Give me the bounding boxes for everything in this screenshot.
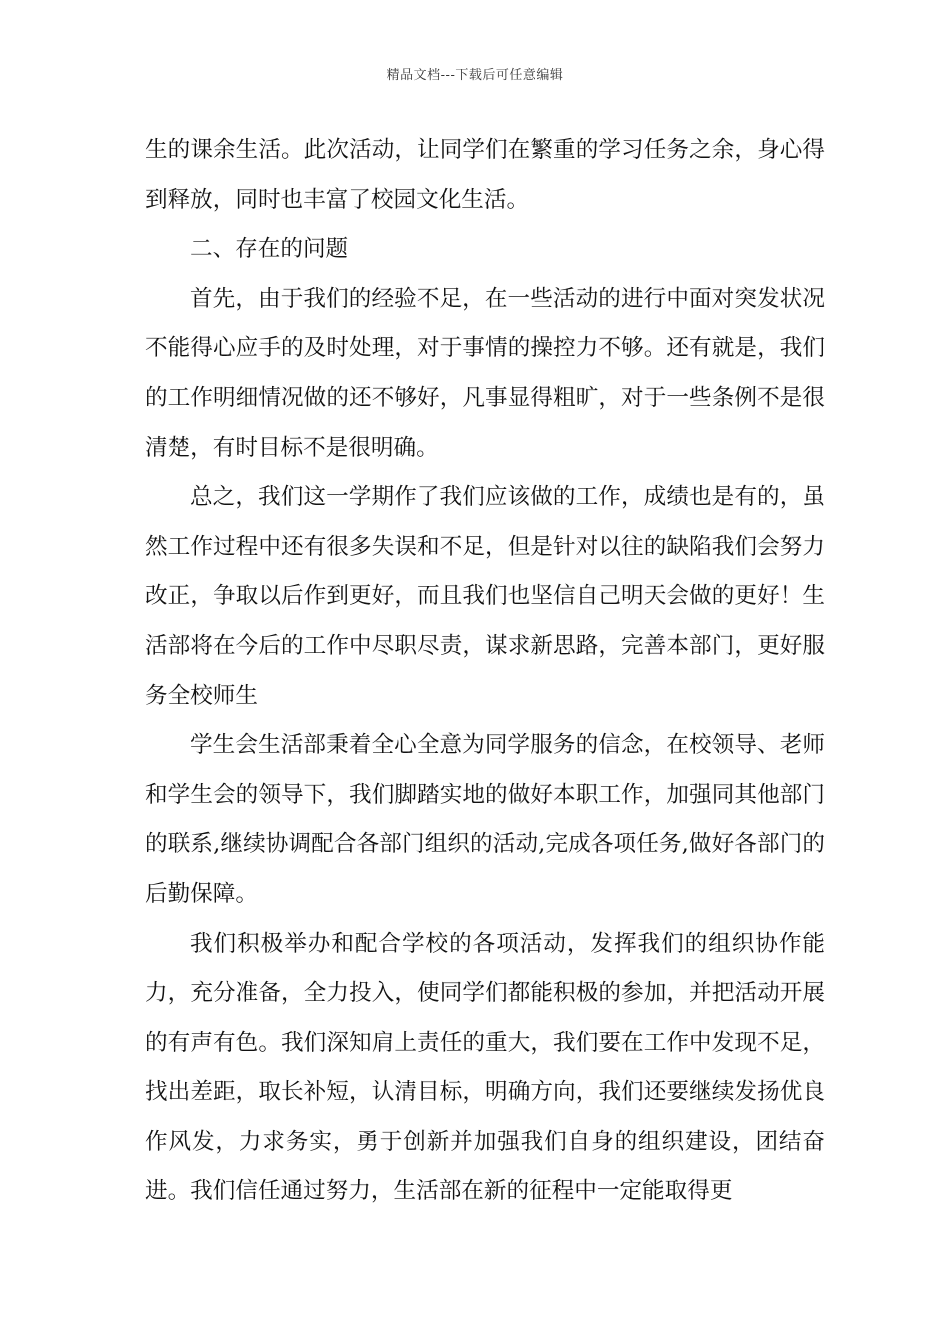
paragraph-problems: 首先，由于我们的经验不足，在一些活动的进行中面对突发状况不能得心应手的及时处理，对于事情的操控力不够。还有就是，我们的工作明细情况做的还不够好，凡事显得粗旷，对于一些条例不是很清楚，有时目标不是很明确。 bbox=[145, 285, 825, 461]
paragraph-summary: 总之，我们这一学期作了我们应该做的工作，成绩也是有的，虽然工作过程中还有很多失误和不足，但是针对以往的缺陷我们会努力改正，争取以后作到更好，而且我们也坚信自己明天会做的更好！生活部将在今后的工作中尽职尽责，谋求新思路，完善本部门，更好服务全校师生 bbox=[145, 484, 825, 709]
section-heading-problems: 二、存在的问题 bbox=[190, 236, 349, 263]
document-body bbox=[145, 126, 825, 1217]
page-header: 精品文档---下载后可任意编辑 bbox=[386, 68, 564, 83]
paragraph-activities: 我们积极举办和配合学校的各项活动，发挥我们的组织协作能力，充分准备，全力投入，使同学们都能积极的参加，并把活动开展的有声有色。我们深知肩上责任的重大，我们要在工作中发现不足，找出差距，取长补短，认清目标，明确方向，我们还要继续发扬优良作风发，力求务实，勇于创新并加强我们自身的组织建设，团结奋进。我们信任通过努力，生活部在新的征程中一定能取得更 bbox=[145, 930, 825, 1205]
paragraph-mission: 学生会生活部秉着全心全意为同学服务的信念，在校领导、老师和学生会的领导下，我们脚踏实地的做好本职工作，加强同其他部门的联系,继续协调配合各部门组织的活动,完成各项任务,做好各部门的后勤保障。 bbox=[145, 732, 825, 907]
paragraph-continuation: 生的课余生活。此次活动，让同学们在繁重的学习任务之余，身心得到释放，同时也丰富了校园文化生活。 bbox=[145, 137, 825, 213]
